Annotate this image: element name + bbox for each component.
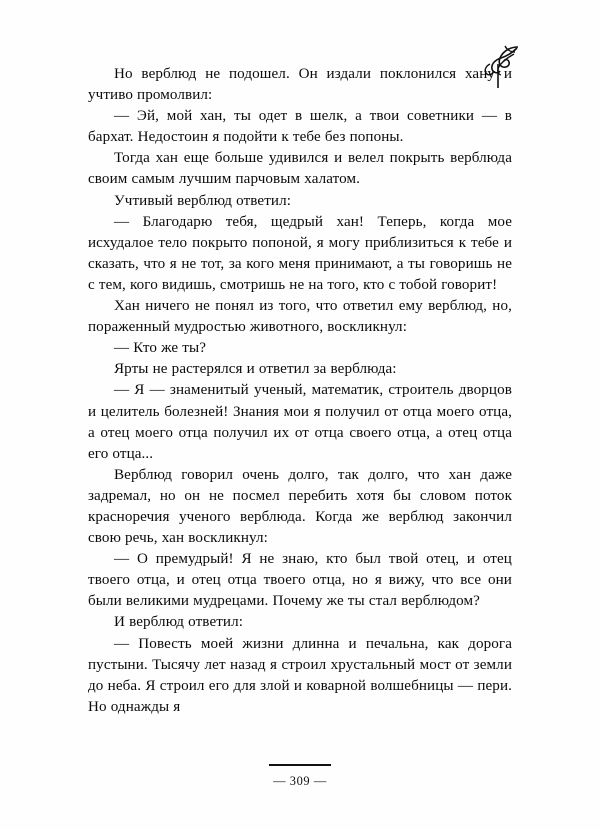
paragraph: — Я — знаменитый ученый, математик, строитель дворцов и целитель болезней! Знания мои я получил от отца моего отца, а отец моего отца получил их от отца своего отца, а отец отца его отца... (88, 382, 512, 462)
paragraph: — Эй, мой хан, ты одет в шелк, а твои советники — в бархат. Недостоин я подойти к тебе без попоны. (88, 108, 512, 146)
body-text-column (88, 64, 512, 718)
paragraph: Учтивый верблюд ответил: (114, 192, 292, 209)
footer-divider (269, 764, 331, 766)
paragraph: Но верблюд не подошел. Он издали поклонился хану и учтиво промолвил: (88, 66, 512, 104)
paragraph: Ярты не растерялся и ответил за верблюда: (114, 361, 397, 378)
paragraph: Верблюд говорил очень долго, так долго, что хан даже задремал, но он не посмел перебить хотя бы словом поток красноречия ученого верблюда. Когда же верблюд закончил свою речь, хан воскликнул: (88, 466, 512, 547)
page-footer (0, 764, 600, 789)
paragraph: — Повесть моей жизни длинна и печальна, как дорога пустыни. Тысячу лет назад я строил хрустальный мост от земли до неба. Я строил его для злой и коварной волшебницы — пери. Но однажды я (88, 635, 512, 715)
page-number: — 309 — (273, 774, 327, 788)
paragraph: Тогда хан еще больше удивился и велел покрыть верблюда своим самым лучшим парчовым халатом. (88, 150, 512, 188)
paragraph: И верблюд ответил: (114, 614, 244, 631)
paragraph: — Благодарю тебя, щедрый хан! Теперь, когда мое исхудалое тело покрыто попоной, я могу приблизиться к тебе и сказать, что я не тот, за кого меня принимают, а ты говоришь не с тем, кого видишь, смотришь не на того, кто с тобой говорит! (88, 213, 512, 293)
paragraph: — Кто же ты? (114, 340, 207, 357)
paragraph: — О премудрый! Я не знаю, кто был твой отец, и отец твоего отца, и отец отца твоего отца, но я вижу, что все они были великими мудрецами. Почему же ты стал верблюдом? (88, 551, 512, 610)
paragraph: Хан ничего не понял из того, что ответил ему верблюд, но, пораженный мудростью животного, воскликнул: (88, 298, 512, 336)
